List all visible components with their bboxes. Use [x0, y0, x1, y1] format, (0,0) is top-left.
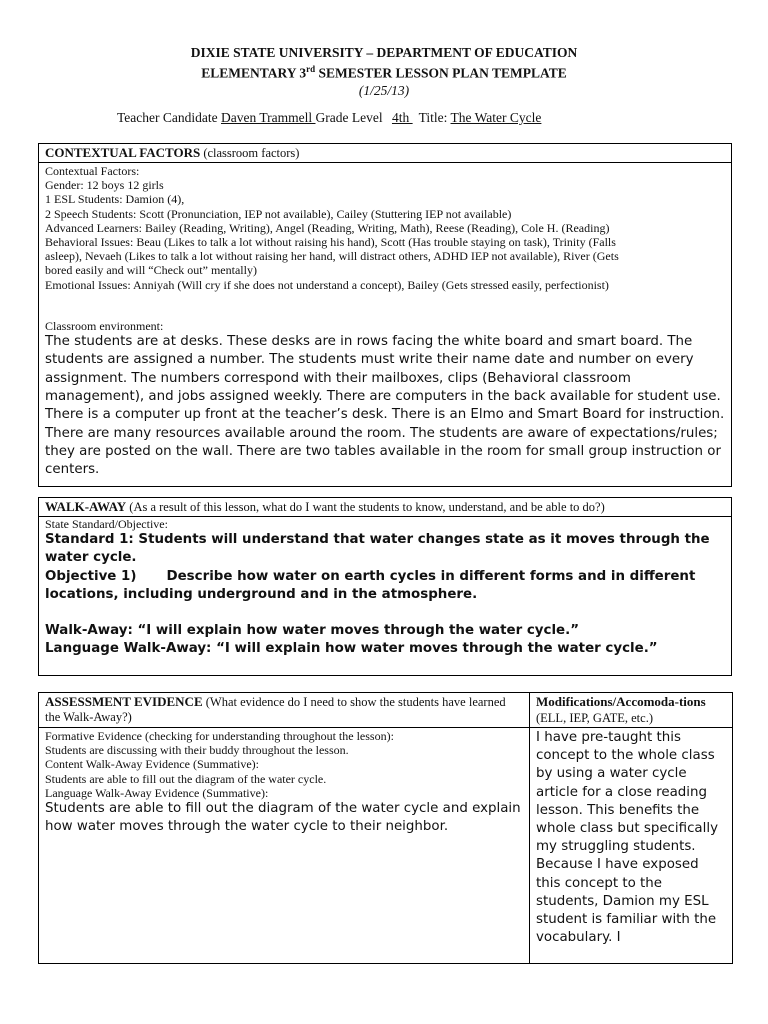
classroom-environment-text: The students are at desks. These desks are in rows facing the white board and smart board. The students are assigned a number. The students must write their name date and number on every assignment. The numbers correspond with their mailboxes, clips (Behavioral classroom management), and jobs assigned weekly. There are computers in the back available for student use. There is a computer up front at the teacher’s desk. There is an Elmo and Smart Board for instruction. There are many resources available around the room. The students are aware of expectations/rules; they are posted on the wall. There are two tables available in the room for small group instruction or centers. — [45, 334, 725, 478]
contextual-line: Contextual Factors: — [45, 164, 140, 178]
contextual-line: Gender: 12 boys 12 girls — [45, 178, 164, 193]
assessment-heading-cell: ASSESSMENT EVIDENCE (What evidence do I need to show the students have learned the Walk-Away?) — [39, 693, 530, 728]
evidence-line: Students are discussing with their buddy throughout the lesson. — [45, 743, 349, 758]
contextual-line: Emotional Issues: Anniyah (Will cry if she does not understand a concept), Bailey (Gets stressed easily, perfectionist) — [45, 277, 609, 292]
grade-label: Grade Level — [315, 110, 383, 125]
language-walk-away-statement: Language Walk-Away: “I will explain how water moves through the water cycle.” — [45, 641, 658, 657]
contextual-line: bored easily and will “Check out” mentally) — [45, 263, 257, 278]
contextual-line: asleep), Nevaeh (Likes to talk a lot without raising her hand, will distract others, ADHD IEP not available), River (Gets — [45, 249, 619, 264]
assessment-evidence-cell — [39, 728, 530, 964]
modifications-text: I have pre-taught this concept to the whole class by using a water cycle article for a close reading lesson. This benefits the whole class but specifically my struggling students. Because I have exposed this concept to the students, Damion my ESL student is familiar with the vocabulary. I — [536, 730, 719, 946]
contextual-line: 1 ESL Students: Damion (4), — [45, 192, 185, 207]
candidate-label: Teacher Candidate — [117, 110, 218, 125]
objective-text: Objective 1) Describe how water on earth cycles in different forms and in different locations, including underground and in the atmosphere. — [45, 568, 696, 602]
contextual-factors-list — [39, 163, 731, 292]
walk-away-statement: Walk-Away: “I will explain how water moves through the water cycle.” — [45, 623, 580, 639]
classroom-environment-label: Classroom environment: — [45, 318, 164, 333]
modifications-heading-cell: Modifications/Accomoda-tions (ELL, IEP, GATE, etc.) — [530, 693, 733, 728]
contextual-factors-heading: CONTEXTUAL FACTORS (classroom factors) — [39, 144, 731, 163]
assessment-table — [38, 692, 733, 964]
modifications-cell — [530, 728, 733, 964]
assessment-section — [38, 692, 732, 964]
walk-away-heading: WALK-AWAY (As a result of this lesson, what do I want the students to know, understand, and be able to do?) — [39, 498, 731, 517]
candidate-name: Daven Trammell — [221, 110, 316, 125]
contextual-line: Behavioral Issues: Beau (Likes to talk a lot without raising his hand), Scott (Has trouble staying on task), Trinity (Falls — [45, 235, 616, 250]
standard-text: Standard 1: Students will understand that water changes state as it moves through the water cycle. — [45, 532, 710, 566]
contextual-line: 2 Speech Students: Scott (Pronunciation, IEP not available), Cailey (Stuttering IEP not available) — [45, 206, 512, 221]
template-title: ELEMENTARY 3rd SEMESTER LESSON PLAN TEMPLATE — [201, 64, 567, 81]
evidence-line: Formative Evidence (checking for understanding throughout the lesson): — [45, 729, 394, 743]
standard-label: State Standard/Objective: — [45, 517, 168, 531]
walk-away-section — [38, 497, 732, 676]
evidence-line: Students are able to fill out the diagram of the water cycle. — [45, 771, 327, 786]
evidence-line: Language Walk-Away Evidence (Summative): — [45, 785, 269, 800]
template-date: (1/25/13) — [358, 82, 410, 98]
teacher-info-line — [117, 110, 541, 126]
evidence-line: Content Walk-Away Evidence (Summative): — [45, 757, 259, 772]
document-header — [0, 44, 768, 99]
title-label: Title: — [418, 110, 448, 125]
contextual-line: Advanced Learners: Bailey (Reading, Writing), Angel (Reading, Writing, Math), Reese (Reading), Cole H. (Reading) — [45, 220, 610, 235]
grade-value: 4th — [391, 110, 413, 125]
university-title: DIXIE STATE UNIVERSITY – DEPARTMENT OF EDUCATION — [190, 45, 578, 60]
contextual-factors-section — [38, 143, 732, 487]
lesson-title: The Water Cycle — [450, 110, 542, 125]
language-evidence-text: Students are able to fill out the diagram of the water cycle and explain how water moves through the water cycle to their neighbor. — [45, 801, 521, 835]
